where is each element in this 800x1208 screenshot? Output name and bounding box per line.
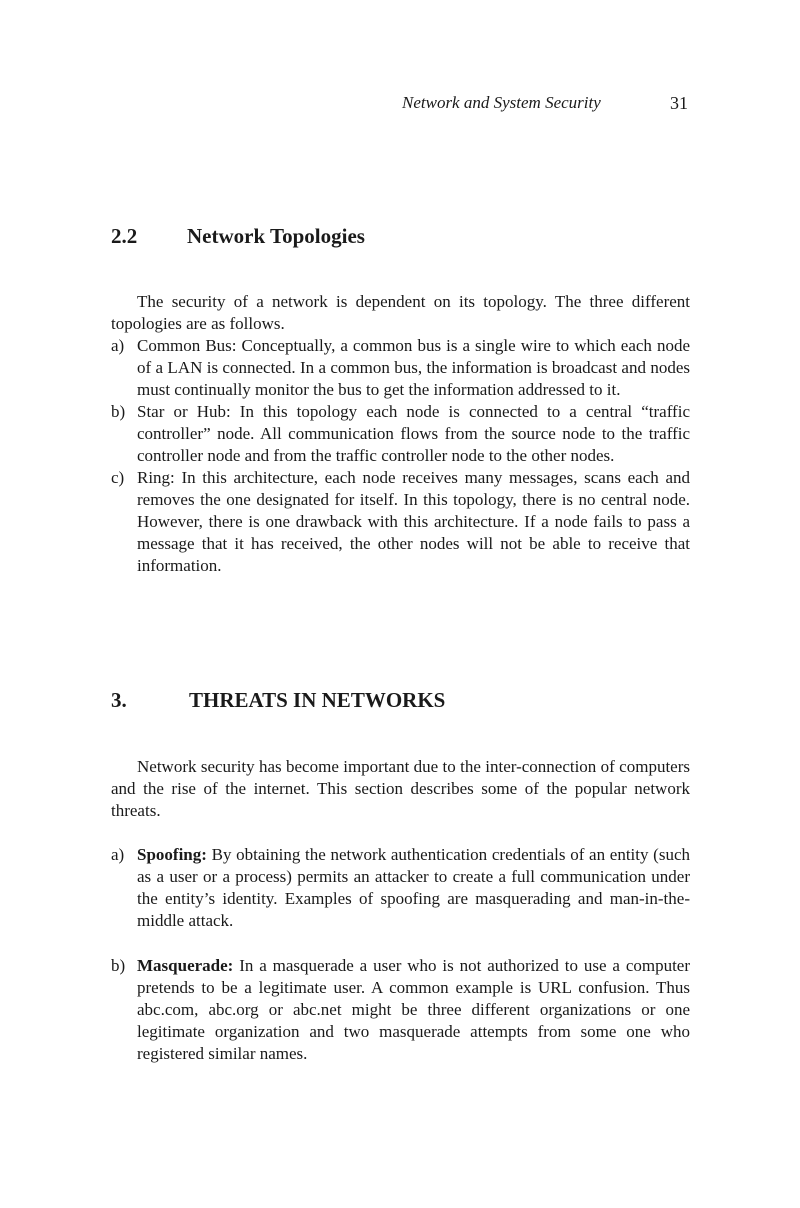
running-title: Network and System Security [402, 93, 601, 112]
section-title: THREATS IN NETWORKS [189, 688, 446, 712]
running-head [380, 93, 690, 117]
threat-item-body [137, 955, 690, 1065]
topology-item-star-or-hub [111, 401, 690, 467]
threat-description: By obtaining the network authentication credentials of an entity (such as a user or a process) permits an attacker to create a full communication under the entity’s identity. Examples of spoofing are masquerading and man-in-the-middle attack. [137, 845, 690, 930]
threat-item-spoofing [111, 844, 690, 932]
topologies-intro-paragraph: The security of a network is dependent on its topology. The three different topologies are as follows. [111, 292, 690, 333]
topology-item-text: Ring: In this architecture, each node receives many messages, scans each and removes the one designated for itself. In this topology, there is no central node. However, there is one drawback with this architecture. If a node fails to pass a message that it has received, the other nodes will not be able to receive that information. [137, 468, 690, 575]
list-marker: a) [111, 336, 125, 355]
page-number: 31 [670, 93, 688, 113]
section-heading-threats-in-networks [111, 688, 446, 713]
topology-item-text: Star or Hub: In this topology each node is connected to a central “traffic controller” node. All communication flows from the source node to the traffic controller node and from the traffic controller node to the other nodes. [137, 402, 690, 465]
threat-term: Spoofing: [137, 845, 207, 864]
list-item [111, 844, 690, 932]
section-number: 3. [111, 688, 127, 712]
list-marker: b) [111, 956, 126, 975]
list-item [111, 955, 690, 1065]
section-heading-network-topologies [111, 224, 365, 249]
threats-intro-block [111, 756, 690, 822]
list-marker: c) [111, 468, 125, 487]
section-title: Network Topologies [187, 224, 365, 248]
topology-item-common-bus [111, 335, 690, 401]
topology-item-text: Common Bus: Conceptually, a common bus is a single wire to which each node of a LAN is connected. In a common bus, the information is broadcast and nodes must continually monitor the bus to get the information addressed to it. [137, 336, 690, 399]
threat-description: In a masquerade a user who is not authorized to use a computer pretends to be a legitimate user. A common example is URL confusion. Thus abc.com, abc.org or abc.net might be three different organizations or one legitimate organization and two masquerade attempts from some one who registered similar names. [137, 956, 691, 1063]
threat-item-body [137, 844, 690, 932]
threats-intro-paragraph: Network security has become important due to the inter-connection of computers and the rise of the internet. This section describes some of the popular network threats. [111, 757, 690, 820]
threat-term: Masquerade: [137, 956, 234, 975]
topologies-section-body [111, 291, 690, 577]
threat-item-masquerade [111, 955, 690, 1065]
section-number: 2.2 [111, 224, 138, 248]
list-marker: a) [111, 845, 125, 864]
topology-item-ring [111, 467, 690, 577]
list-marker: b) [111, 402, 126, 421]
